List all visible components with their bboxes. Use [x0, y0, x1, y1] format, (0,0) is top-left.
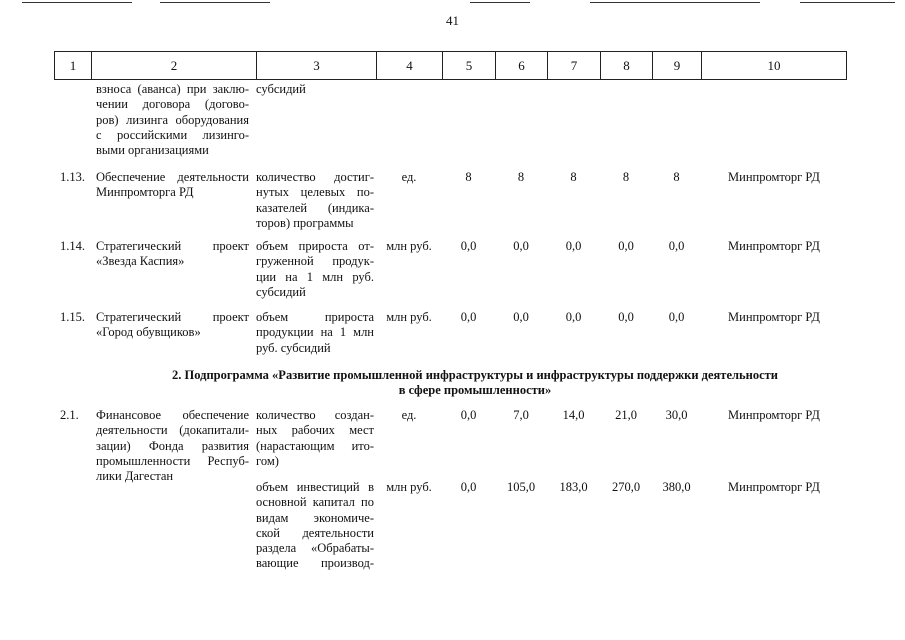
row-value: 0,0 — [460, 310, 477, 324]
section-heading-line: 2. Подпрограмма «Развитие промышленной инфраструктуры и инфраструктуры поддержки деятельности — [172, 368, 778, 382]
page-number: 41 — [446, 13, 459, 28]
text-line: (нарастающим ито- — [256, 438, 374, 453]
text-line: деятельности (докапитали- — [96, 423, 249, 438]
row-indicator — [256, 480, 374, 572]
row-unit: ед. — [401, 170, 417, 184]
row-number: 1.15. — [60, 310, 85, 324]
text-line: объем инвестиций в — [256, 480, 374, 494]
table-header — [54, 51, 847, 80]
row-value: 183,0 — [559, 480, 588, 494]
text-line: Финансовое обеспечение — [96, 408, 249, 422]
text-line: гом) — [256, 453, 279, 468]
row-value: 0,0 — [668, 310, 685, 324]
text-line: количество создан- — [256, 408, 374, 422]
row-value: 7,0 — [513, 408, 529, 422]
text-line: Минпромторга РД — [96, 185, 194, 200]
row-value: 8 — [465, 170, 472, 184]
text-line: продукции на 1 млн — [256, 325, 374, 340]
row-number: 1.14. — [60, 239, 85, 253]
row-value: 0,0 — [513, 239, 529, 253]
text-line: нутых целевых по- — [256, 185, 374, 200]
text-line: раздела «Обрабаты- — [256, 541, 374, 556]
header-col-6: 6 — [495, 52, 547, 79]
text-line: ской деятельности — [256, 525, 374, 540]
row-value: 8 — [673, 170, 680, 184]
text-line: ных рабочих мест — [256, 423, 374, 438]
text-line: ров) лизинга оборудования — [96, 112, 249, 127]
text-line: «Звезда Каспия» — [96, 254, 185, 269]
row-number: 2.1. — [60, 408, 79, 422]
row-number: 1.13. — [60, 170, 85, 184]
row-name — [96, 310, 249, 341]
text-line: груженной продук- — [256, 254, 374, 269]
top-border — [590, 2, 760, 3]
row-value: 105,0 — [506, 480, 536, 494]
text-line: лики Дагестан — [96, 469, 174, 484]
row-value: 8 — [570, 170, 577, 184]
row-value: 8 — [622, 170, 630, 184]
row-value: 0,0 — [460, 408, 477, 422]
continued-name — [96, 82, 249, 158]
text-line: выми организациями — [96, 143, 209, 158]
top-border — [800, 2, 895, 3]
row-indicator — [256, 408, 374, 469]
header-col-3: 3 — [256, 52, 376, 79]
text-line: объем прироста — [256, 310, 374, 324]
top-border — [22, 2, 132, 3]
row-value: 14,0 — [562, 408, 585, 422]
text-line: с российскими лизинго- — [96, 127, 249, 142]
text-line: зации) Фонда развития — [96, 438, 249, 453]
row-name — [96, 239, 249, 270]
row-name — [96, 408, 249, 484]
row-executor: Минпромторг РД — [728, 170, 820, 184]
text-line: субсидий — [256, 284, 306, 299]
row-unit: млн руб. — [386, 239, 432, 253]
row-value: 0,0 — [565, 310, 582, 324]
header-col-9: 9 — [652, 52, 701, 79]
row-indicator — [256, 310, 374, 356]
text-line: Обеспечение деятельности — [96, 170, 249, 184]
text-line: торов) программы — [256, 215, 354, 230]
text-line: Стратегический проект — [96, 310, 249, 324]
row-value: 21,0 — [615, 408, 637, 422]
text-line: промышленности Респуб- — [96, 453, 249, 468]
row-executor: Минпромторг РД — [728, 408, 820, 422]
row-value: 0,0 — [513, 310, 529, 324]
top-border — [470, 2, 530, 3]
row-indicator — [256, 239, 374, 300]
text-line: субсидий — [256, 82, 306, 96]
header-col-7: 7 — [547, 52, 600, 79]
text-line: руб. субсидий — [256, 340, 331, 355]
row-unit: млн руб. — [386, 310, 432, 324]
row-value: 0,0 — [460, 239, 477, 253]
text-line: вающие производ- — [256, 556, 374, 571]
row-value: 0,0 — [460, 480, 477, 494]
section-heading — [120, 368, 830, 398]
row-executor: Минпромторг РД — [728, 239, 820, 253]
text-line: основной капитал по — [256, 495, 374, 510]
text-line: казателей (индика- — [256, 200, 374, 215]
text-line: ции на 1 млн руб. — [256, 269, 374, 284]
row-value: 8 — [517, 170, 525, 184]
text-line: видам экономиче- — [256, 510, 374, 525]
row-value: 380,0 — [662, 480, 691, 494]
text-line: Стратегический проект — [96, 239, 249, 253]
row-executor: Минпромторг РД — [728, 480, 820, 494]
continued-indicator — [256, 82, 374, 97]
text-line: «Город обувщиков» — [96, 325, 201, 340]
text-line: взноса (аванса) при заклю- — [96, 82, 249, 96]
row-value: 270,0 — [611, 480, 641, 494]
row-value: 0,0 — [618, 310, 634, 324]
text-line: объем прироста от- — [256, 239, 374, 253]
row-value: 0,0 — [618, 239, 634, 253]
row-value: 0,0 — [668, 239, 685, 253]
header-col-4: 4 — [376, 52, 442, 79]
row-name — [96, 170, 249, 201]
row-executor: Минпромторг РД — [728, 310, 820, 324]
header-col-5: 5 — [442, 52, 495, 79]
header-col-1: 1 — [54, 52, 91, 79]
section-heading-line: в сфере промышленности» — [398, 383, 552, 397]
row-indicator — [256, 170, 374, 231]
text-line: количество достиг- — [256, 170, 374, 184]
header-col-10: 10 — [701, 52, 847, 79]
row-value: 30,0 — [665, 408, 688, 422]
row-unit: ед. — [401, 408, 417, 422]
row-unit: млн руб. — [386, 480, 432, 494]
top-border — [160, 2, 270, 3]
text-line: чении договора (догово- — [96, 97, 249, 112]
header-col-2: 2 — [91, 52, 256, 79]
header-col-8: 8 — [600, 52, 652, 79]
row-value: 0,0 — [565, 239, 582, 253]
